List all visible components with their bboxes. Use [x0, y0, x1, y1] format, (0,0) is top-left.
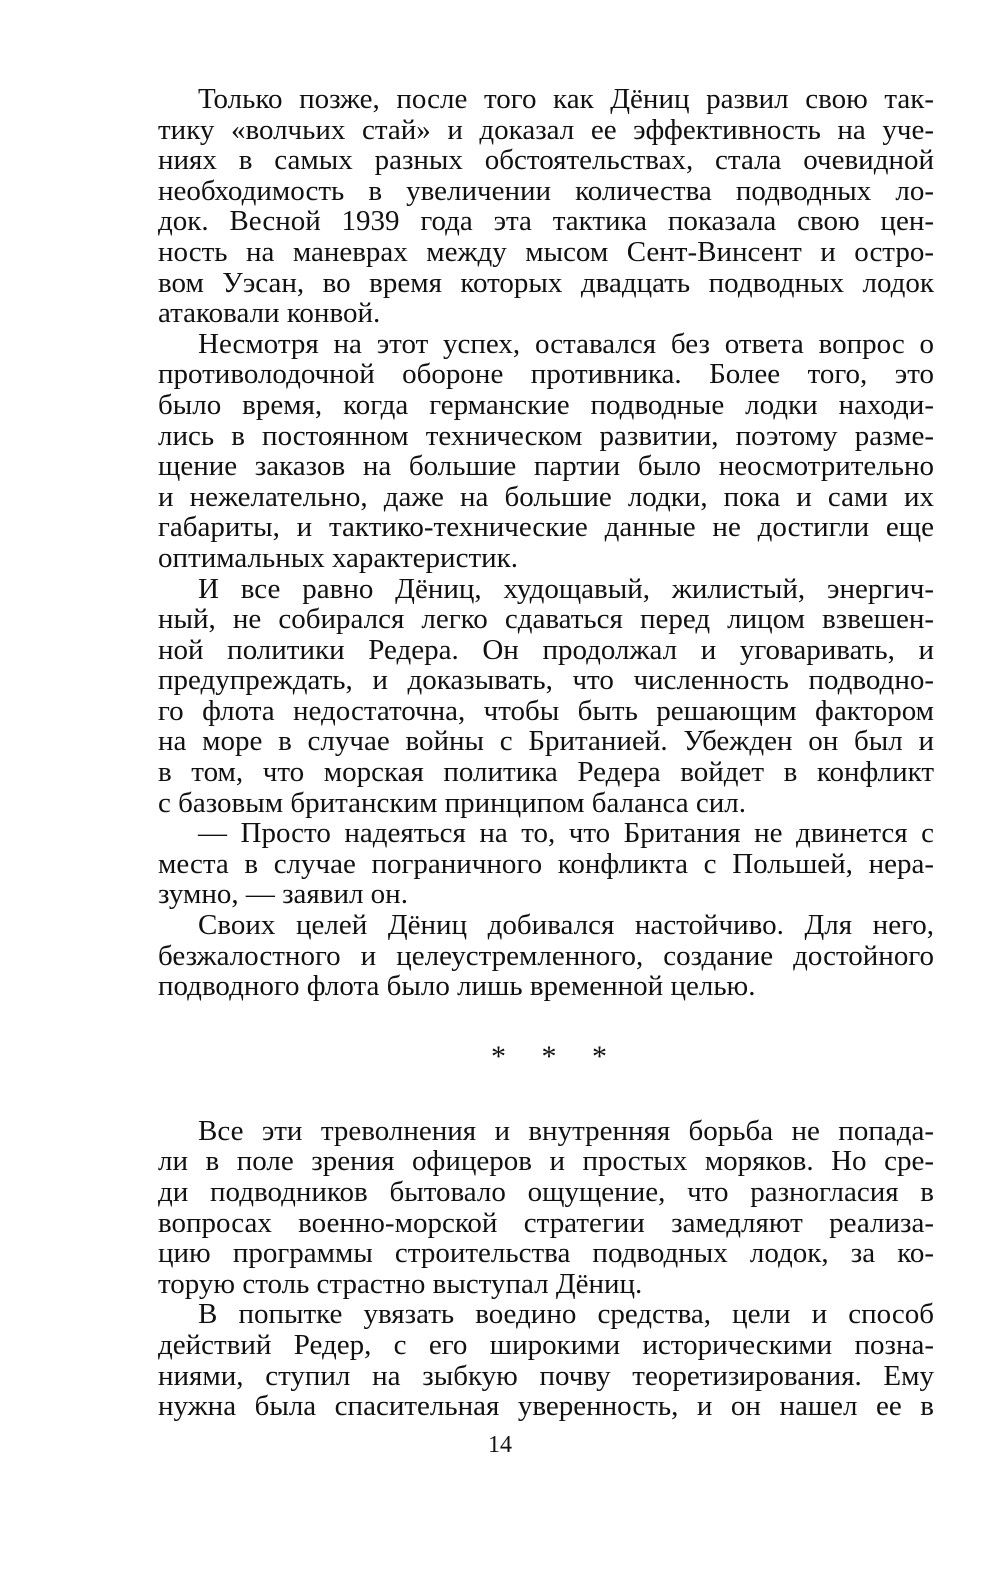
- page-number: 14: [488, 1432, 512, 1458]
- section-separator: * * *: [491, 1039, 621, 1073]
- text-line: вопросах военно-морской стратегии замедляют реализа-: [158, 1206, 934, 1239]
- text-line: на море в случае войны с Британией. Убежден он был и: [158, 725, 934, 758]
- text-line: Только позже, после того как Дёниц развил свою так-: [198, 83, 934, 115]
- text-line: Несмотря на этот успех, оставался без ответа вопрос о: [198, 327, 934, 360]
- text-line: нужна была спасительная уверенность, и он нашел ее в: [158, 1390, 934, 1423]
- text-line: ди подводников бытовало ощущение, что разногласия в: [158, 1176, 934, 1208]
- paragraph: [158, 574, 934, 819]
- text-line: го флота недостаточна, чтобы быть решающим фактором: [158, 694, 934, 727]
- text-line: габариты, и тактико-технические данные не достигли еще: [158, 511, 934, 544]
- text-line: вом Уэсан, во время которых двадцать подводных лодок: [158, 266, 934, 299]
- text-line: ниях в самых разных обстоятельствах, стала очевидной: [158, 144, 934, 177]
- text-line: Все эти треволнения и внутренняя борьба не попада-: [198, 1114, 934, 1147]
- text-line: было время, когда германские подводные лодки находи-: [158, 388, 934, 421]
- text-line: атаковали конвой.: [158, 297, 381, 330]
- text-line: лись в постоянном техническом развитии, поэтому разме-: [158, 419, 934, 452]
- text-line: торую столь страстно выступал Дёниц.: [158, 1267, 643, 1300]
- paragraph: [158, 84, 934, 329]
- text-line: В попытке увязать воедино средства, цели и способ: [198, 1298, 934, 1331]
- paragraph: [158, 1116, 934, 1300]
- text-line: щение заказов на большие партии было неосмотрительно: [158, 450, 934, 483]
- text-line: ный, не собирался легко сдаваться перед лицом взвешен-: [158, 603, 934, 636]
- text-line: подводного флота было лишь временной целью.: [158, 970, 756, 1003]
- text-line: с базовым британским принципом баланса сил.: [158, 786, 746, 819]
- text-line: предупреждать, и доказывать, что численность подводно-: [158, 664, 934, 697]
- text-section-after-separator: [158, 1116, 934, 1422]
- text-line: противолодочной обороне противника. Более того, это: [158, 358, 934, 391]
- text-line: И все равно Дёниц, худощавый, жилистый, энергич-: [198, 572, 934, 605]
- text-line: оптимальных характеристик.: [158, 541, 518, 574]
- text-line: зумно, — заявил он.: [158, 878, 408, 911]
- text-line: необходимость в увеличении количества подводных ло-: [158, 174, 934, 207]
- text-line: в том, что морская политика Редера войдет в конфликт: [158, 756, 934, 789]
- text-line: действий Редер, с его широкими историческими позна-: [158, 1328, 934, 1361]
- paragraph: [158, 910, 934, 1002]
- text-line: ли в поле зрения офицеров и простых моряков. Но сре-: [158, 1145, 934, 1178]
- paragraph: [158, 818, 934, 910]
- text-line: Своих целей Дёниц добивался настойчиво. Для него,: [198, 909, 934, 942]
- text-line: ность на маневрах между мысом Сент-Винсент и остро-: [158, 235, 934, 268]
- text-line: док. Весной 1939 года эта тактика показала свою цен-: [158, 205, 934, 238]
- text-line: безжалостного и целеустремленного, создание достойного: [158, 939, 934, 972]
- text-line: ниями, ступил на зыбкую почву теоретизирования. Ему: [158, 1359, 934, 1392]
- text-line: — Просто надеяться на то, что Британия не двинется с: [198, 817, 934, 850]
- text-section-before-separator: [158, 84, 934, 1002]
- text-line: цию программы строительства подводных лодок, за ко-: [158, 1237, 934, 1270]
- text-line: и нежелательно, даже на большие лодки, пока и сами их: [158, 480, 934, 513]
- text-line: тику «волчьих стай» и доказал ее эффективность на уче-: [158, 113, 934, 146]
- text-line: ной политики Редера. Он продолжал и уговаривать, и: [158, 633, 934, 666]
- paragraph: [158, 329, 934, 574]
- book-page-text: [158, 84, 934, 1422]
- text-line: места в случае пограничного конфликта с Польшей, нера-: [158, 847, 934, 880]
- paragraph: [158, 1299, 934, 1421]
